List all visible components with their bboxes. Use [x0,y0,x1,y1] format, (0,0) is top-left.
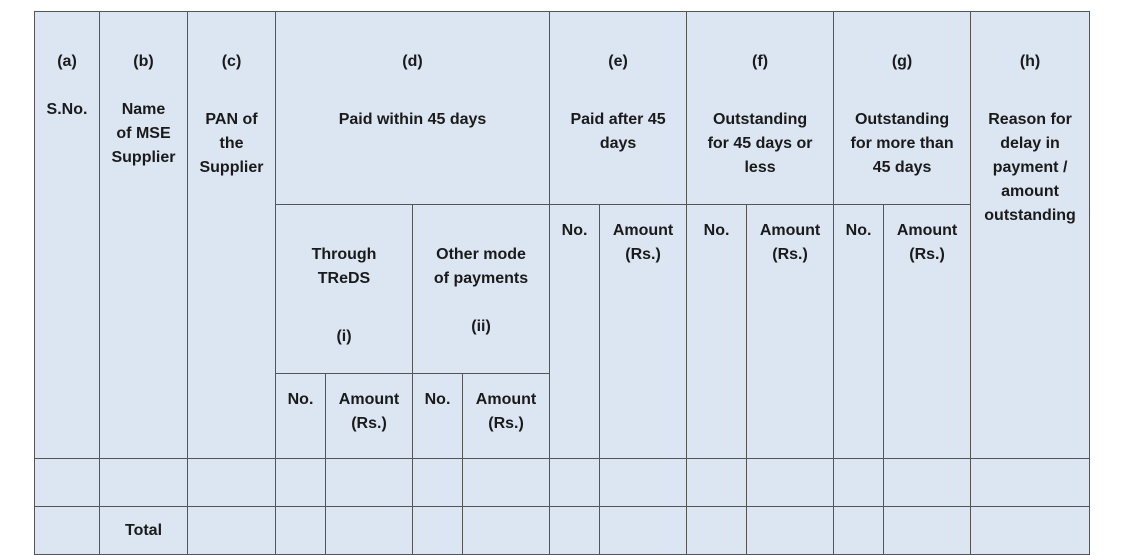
header-f-no: No. [687,205,747,459]
header-d-ii-amount: Amount (Rs.) [463,374,550,459]
data-cell-supplier-name [100,459,188,507]
column-label: Outstanding for 45 days or less [707,111,813,176]
header-e-no: No. [550,205,600,459]
total-cell [326,507,413,555]
header-outstanding-more-than-45 [834,12,971,205]
data-cell [326,459,413,507]
header-through-treds [276,205,413,374]
total-cell [276,507,326,555]
header-pan [188,12,276,459]
data-cell-pan [188,459,276,507]
subcolumn-numeral: (ii) [471,318,491,335]
total-cell [188,507,276,555]
header-supplier-name [100,12,188,459]
header-reason-for-delay [971,12,1090,459]
header-e-amount: Amount (Rs.) [600,205,687,459]
column-label: S.No. [46,101,88,118]
data-cell [884,459,971,507]
data-cell [276,459,326,507]
data-cell [413,459,463,507]
column-letter: (h) [1019,53,1041,70]
column-label: Outstanding for more than 45 days [850,111,954,176]
header-other-mode [413,205,550,374]
column-letter: (a) [57,53,77,70]
total-cell [834,507,884,555]
header-g-no: No. [834,205,884,459]
total-cell-reason [971,507,1090,555]
msme-payment-table [34,11,1090,555]
header-d-i-amount: Amount (Rs.) [326,374,413,459]
subcolumn-numeral: (i) [336,328,352,345]
header-paid-after-45 [550,12,687,205]
header-row-1 [35,12,1090,205]
total-cell [550,507,600,555]
total-cell-sno [35,507,100,555]
data-cell-reason [971,459,1090,507]
header-d-ii-no: No. [413,374,463,459]
total-cell [747,507,834,555]
table-row [35,459,1090,507]
subcolumn-label: Through TReDS [311,246,377,287]
total-cell [413,507,463,555]
column-label: Paid after 45 days [570,111,666,152]
data-cell [834,459,884,507]
column-label: Paid within 45 days [338,111,487,128]
column-letter: (c) [221,53,242,70]
total-cell [600,507,687,555]
column-letter: (e) [608,53,628,70]
column-letter: (f) [752,53,769,70]
header-g-amount: Amount (Rs.) [884,205,971,459]
data-cell [600,459,687,507]
total-cell [884,507,971,555]
total-label: Total [100,507,188,555]
column-label: PAN of the Supplier [199,111,264,176]
data-cell [463,459,550,507]
column-label: Name of MSE Supplier [111,101,176,166]
header-f-amount: Amount (Rs.) [747,205,834,459]
header-paid-within-45 [276,12,550,205]
column-letter: (d) [402,53,423,70]
data-cell [687,459,747,507]
subcolumn-label: Other mode of payments [433,246,529,287]
total-row [35,507,1090,555]
column-label: Reason for delay in payment / amount outstanding [984,111,1076,224]
data-cell [747,459,834,507]
data-cell-sno [35,459,100,507]
header-sno [35,12,100,459]
total-cell [463,507,550,555]
header-outstanding-45-or-less [687,12,834,205]
column-letter: (g) [891,53,913,70]
column-letter: (b) [133,53,154,70]
total-cell [687,507,747,555]
header-d-i-no: No. [276,374,326,459]
data-cell [550,459,600,507]
